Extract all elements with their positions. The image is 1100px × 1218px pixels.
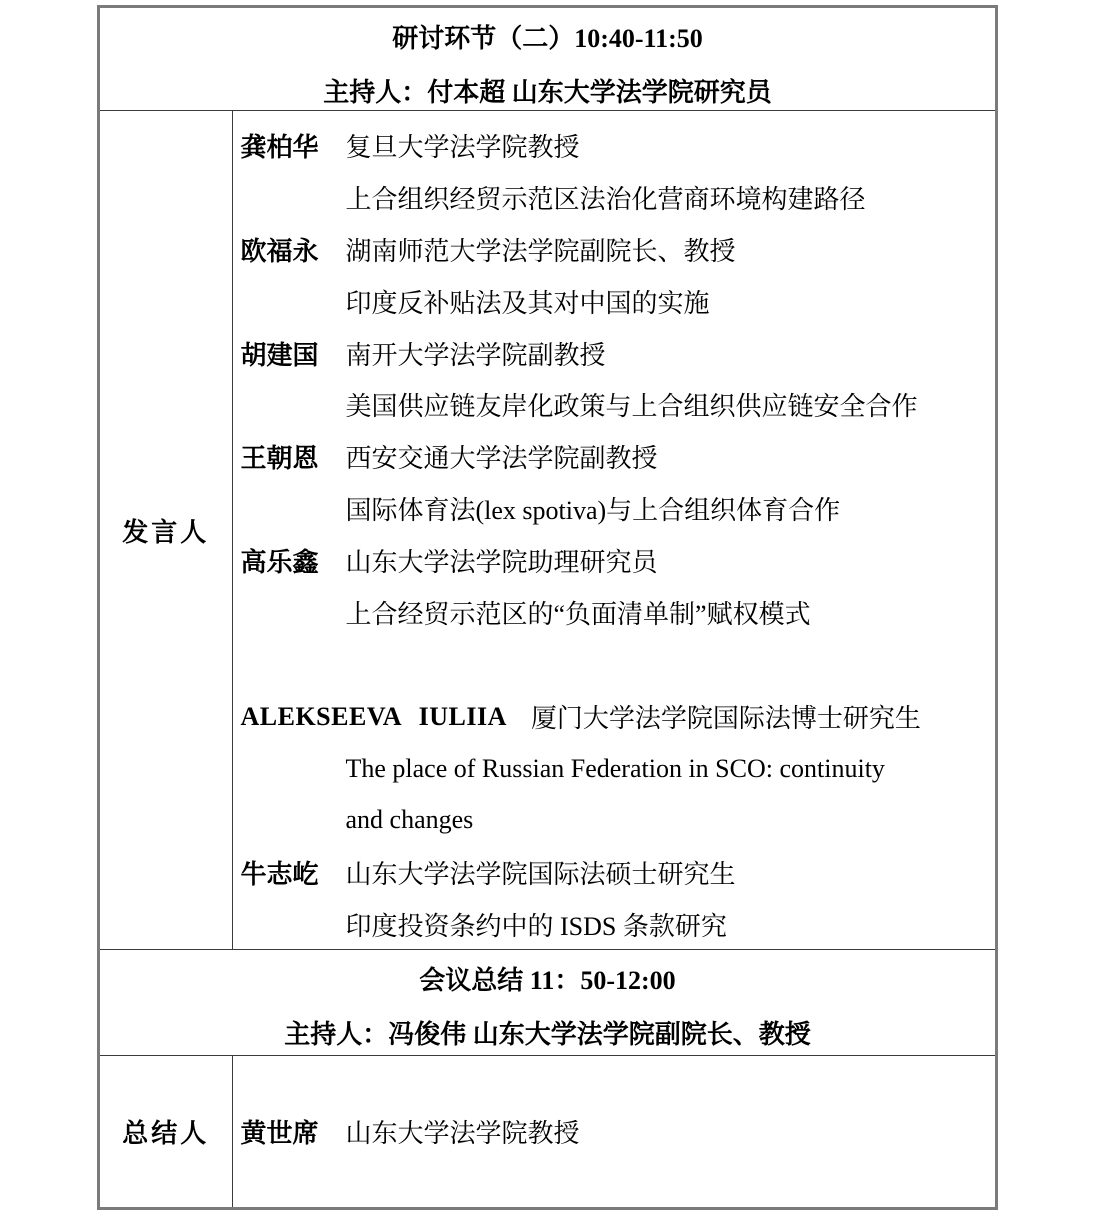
session-title: 研讨环节（二）10:40-11:50 (392, 24, 703, 53)
speaker-topic: 上合经贸示范区的“负面清单制”赋权模式 (345, 599, 811, 629)
session-moderator: 主持人：付本超 山东大学法学院研究员 (323, 78, 772, 107)
speaker-affiliation: 厦门大学法学院国际法博士研究生 (530, 704, 921, 734)
speaker-affiliation: 西安交通大学法学院副教授 (345, 444, 658, 474)
speakers-label: 发言人 (122, 517, 210, 547)
speaker-affiliation: 山东大学法学院助理研究员 (345, 547, 658, 577)
speakers-label-cell (100, 111, 233, 949)
session-header-row (100, 8, 995, 110)
agenda-table (97, 5, 998, 1210)
speaker-topic: 美国供应链友岸化政策与上合组织供应链安全合作 (345, 392, 918, 422)
speakers-row (100, 110, 995, 949)
speaker-topic: 国际体育法(lex spotiva)与上合组织体育合作 (345, 495, 841, 525)
speaker-name: 欧福永 (240, 236, 319, 266)
speaker-line (241, 691, 996, 743)
summarizer-label-cell (100, 1056, 233, 1207)
speaker-topic: and changes (345, 805, 474, 835)
speaker-line (241, 120, 996, 172)
speaker-entry (241, 431, 996, 535)
summarizer-row (100, 1055, 995, 1207)
speaker-affiliation: 复旦大学法学院教授 (345, 133, 580, 163)
summary-moderator: 主持人：冯俊伟 山东大学法学院副院长、教授 (284, 1020, 811, 1049)
speaker-topic: 印度反补贴法及其对中国的实施 (345, 288, 710, 318)
speaker-affiliation: 山东大学法学院国际法硕士研究生 (345, 859, 736, 889)
summary-title: 会议总结 11：50-12:00 (419, 966, 676, 995)
speaker-entry (241, 846, 996, 949)
summarizer-affiliation: 山东大学法学院教授 (345, 1119, 580, 1148)
summarizer-name: 黄世席 (240, 1119, 319, 1148)
speaker-entry (241, 120, 996, 224)
speaker-name: 王朝恩 (240, 444, 319, 474)
speaker-line (241, 431, 996, 483)
summary-header-row (100, 949, 995, 1055)
summarizer-label: 总结人 (122, 1119, 210, 1148)
speaker-line (241, 327, 996, 379)
speaker-name: 牛志屹 (240, 859, 319, 889)
speaker-affiliation: 南开大学法学院副教授 (345, 340, 606, 370)
speaker-affiliation: 湖南师范大学法学院副院长、教授 (345, 236, 736, 266)
speaker-topic: The place of Russian Federation in SCO: continuity (345, 753, 885, 783)
speaker-topic: 上合组织经贸示范区法治化营商环境构建路径 (345, 185, 866, 215)
summarizer-content-cell (233, 1056, 996, 1207)
speakers-content-cell (233, 111, 996, 949)
speaker-entry (241, 327, 996, 431)
speaker-line (241, 846, 996, 898)
speaker-topic: 印度投资条约中的 ISDS 条款研究 (345, 911, 727, 941)
speaker-entry (241, 691, 996, 846)
speaker-name: 高乐鑫 (240, 547, 319, 577)
speaker-line (241, 534, 996, 586)
speaker-entry (241, 534, 996, 638)
speaker-entry (241, 224, 996, 328)
speaker-line (241, 224, 996, 276)
speaker-name: 龚柏华 (240, 133, 319, 163)
speaker-name: 胡建国 (240, 340, 319, 370)
speaker-name: ALEKSEEVA IULIIA (240, 701, 507, 731)
